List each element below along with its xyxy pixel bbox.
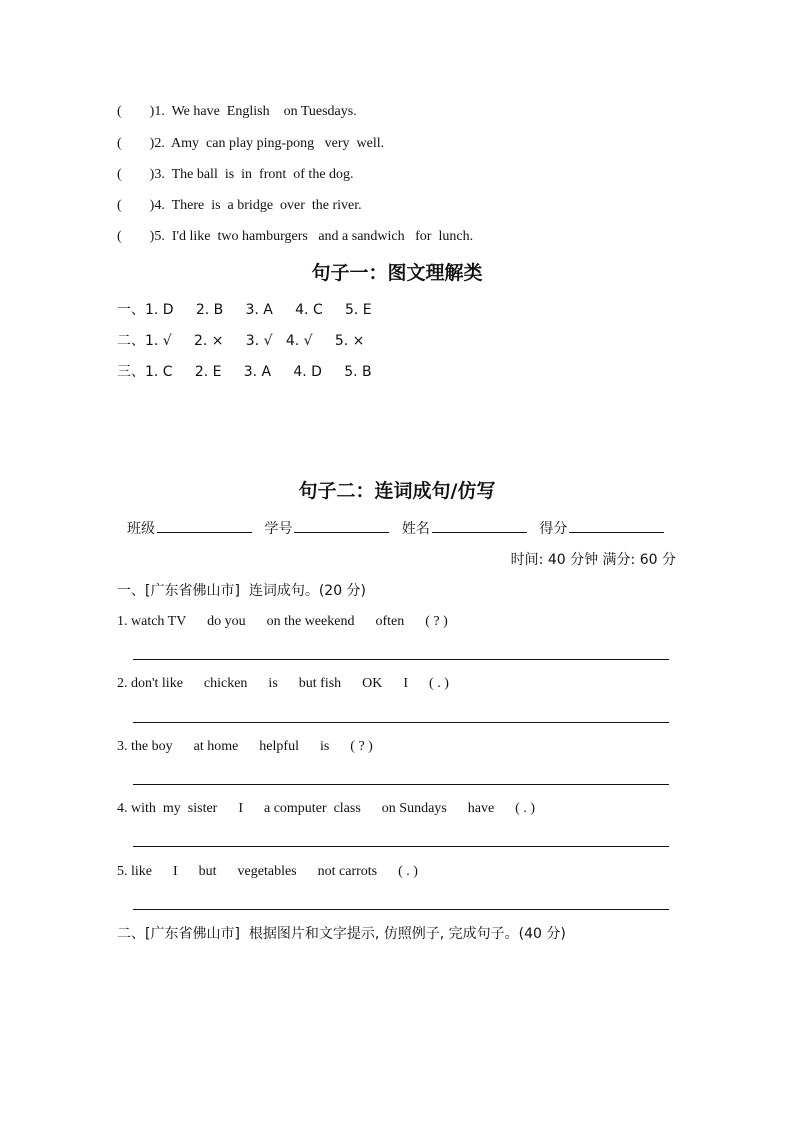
answer-row-3: 三、1. C 2. E 3. A 4. D 5. B [117,364,372,380]
score-blank[interactable] [569,516,664,533]
answer-line-1[interactable] [133,659,669,660]
question-5: 5. like I but vegetables not carrots ( . ) [117,864,418,879]
part2-heading: 二、[广东省佛山市] 根据图片和文字提示, 仿照例子, 完成句子。(40 分) [117,926,566,942]
answer-line-5[interactable] [133,909,669,910]
id-blank[interactable] [294,516,389,533]
answer-row-2: 二、1. √ 2. × 3. √ 4. √ 5. × [117,333,365,349]
judge-item-5: ( )5. I'd like two hamburgers and a sandwich for lunch. [117,229,474,244]
name-field[interactable] [402,516,527,540]
section2-title: 句子二：连词成句/仿写 [298,480,496,502]
answer-line-4[interactable] [133,846,669,847]
name-blank[interactable] [432,516,527,533]
question-4: 4. with my sister I a computer class on Sundays have ( . ) [117,801,535,816]
score-label: 得分 [539,521,568,537]
answer-row-1: 一、1. D 2. B 3. A 4. C 5. E [117,302,372,318]
part1-heading: 一、[广东省佛山市] 连词成句。(20 分) [117,583,367,599]
score-field[interactable] [539,516,664,540]
answer-line-2[interactable] [133,722,669,723]
answer-line-3[interactable] [133,784,669,785]
name-label: 姓名 [401,521,430,537]
id-field[interactable] [264,516,389,540]
class-blank[interactable] [157,516,252,533]
time-score-info: 时间: 40 分钟 满分: 60 分 [510,552,676,568]
judge-item-3: ( )3. The ball is in front of the dog. [117,167,354,182]
class-label: 班级 [127,521,155,537]
judge-item-2: ( )2. Amy can play ping-pong very well. [117,136,385,151]
id-label: 学号 [264,521,293,537]
question-2: 2. don't like chicken is but fish OK I ( . ) [117,676,449,691]
student-info-row [127,516,672,540]
class-field[interactable] [127,516,252,540]
question-1: 1. watch TV do you on the weekend often ( ? ) [117,614,448,629]
section1-title: 句子一：图文理解类 [311,262,483,284]
question-3: 3. the boy at home helpful is ( ? ) [117,739,373,754]
judge-item-4: ( )4. There is a bridge over the river. [117,198,362,213]
judge-item-1: ( )1. We have English on Tuesdays. [117,104,357,119]
